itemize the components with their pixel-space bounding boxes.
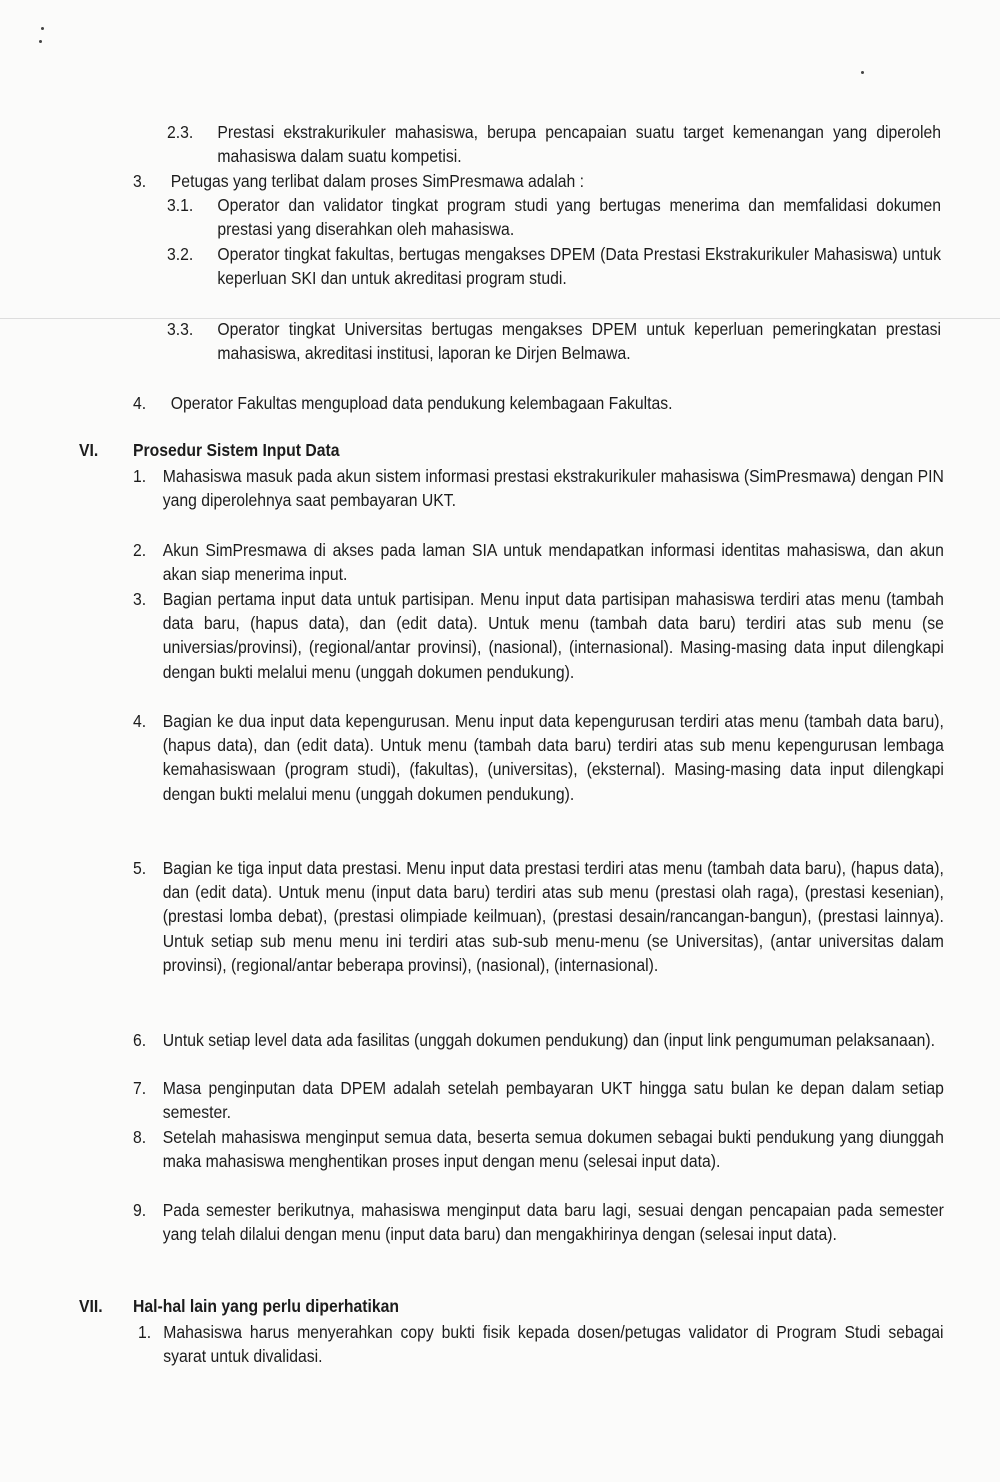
section-title: Hal-hal lain yang perlu diperhatikan (133, 1296, 400, 1316)
list-item (133, 1028, 943, 1078)
item-text: Mahasiswa masuk pada akun sistem informasi prestasi ekstrakurikuler mahasiswa (SimPresmawa) dengan PIN yang diperolehnya saat pembayaran UKT. (162, 466, 944, 511)
scan-speck (39, 40, 42, 43)
list-item (133, 709, 943, 859)
item-text: Setelah mahasiswa menginput semua data, beserta semua dokumen sebagai bukti pendukung yang diunggah maka mahasiswa menghentikan proses input dengan menu (selesai input data). (162, 1127, 944, 1172)
item-number: 3.2. (167, 244, 194, 264)
scan-speck (861, 71, 864, 74)
list-item (133, 391, 943, 417)
list-item (133, 1198, 943, 1273)
item-number: 1. (133, 466, 147, 486)
item-number: 1. (138, 1322, 152, 1342)
item-number: 2.3. (167, 122, 194, 142)
item-text: Petugas yang terlibat dalam proses SimPresmawa adalah : (170, 171, 585, 191)
list-item (133, 856, 943, 1031)
item-number: 4. (133, 393, 147, 413)
list-item (167, 120, 941, 170)
item-text: Prestasi ekstrakurikuler mahasiswa, berupa pencapaian suatu target kemenangan yang diperoleh mahasiswa dalam suatu kompetisi. (217, 122, 941, 167)
list-item (133, 587, 943, 711)
list-item (133, 169, 943, 195)
item-number: 9. (133, 1200, 147, 1220)
item-number: 2. (133, 540, 147, 560)
section-number: VII. (79, 1296, 103, 1316)
item-text: Bagian ke dua input data kepengurusan. Menu input data kepengurusan terdiri atas menu (tambah data baru), (hapus data), dan (edit data). Untuk menu (tambah data baru) terdiri atas sub menu kepengurusan lembaga kemahasiswaan (program studi), (fakultas), (universitas), (eksternal). Masing-masing data input dilengkapi dengan bukti melalui menu (unggah dokumen pendukung). (162, 711, 944, 804)
item-text: Bagian pertama input data untuk partisipan. Menu input data partisipan mahasiswa terdiri atas menu (tambah data baru, (hapus data), dan (edit data). Untuk menu (tambah data baru) terdiri atas sub menu (se universias/provinsi), (regional/antar provinsi), (nasional), (internasional). Masing-masing data input dilengkapi dengan bukti melalui menu (unggah dokumen pendukung). (162, 589, 944, 682)
item-text: Operator tingkat fakultas, bertugas mengakses DPEM (Data Prestasi Ekstrakurikuler Mahasiswa) untuk keperluan SKI dan untuk akreditasi program studi. (217, 244, 941, 289)
item-number: 8. (133, 1127, 147, 1147)
list-item (133, 464, 943, 539)
item-number: 5. (133, 858, 147, 878)
item-text: Pada semester berikutnya, mahasiswa menginput data baru lagi, sesuai dengan pencapaian pada semester yang telah dilalui dengan menu (input data baru) dan mengakhirinya dengan (selesai input data). (162, 1200, 944, 1245)
list-item (167, 193, 941, 243)
item-number: 3. (133, 589, 147, 609)
list-item (133, 1125, 943, 1200)
item-number: 3. (133, 171, 147, 191)
item-number: 3.3. (167, 319, 194, 339)
item-number: 4. (133, 711, 147, 731)
list-item (133, 1076, 943, 1126)
list-item (133, 538, 943, 588)
section-number: VI. (79, 440, 99, 460)
item-text: Operator Fakultas mengupload data pendukung kelembagaan Fakultas. (170, 393, 673, 413)
item-text: Untuk setiap level data ada fasilitas (unggah dokumen pendukung) dan (input link pengumuman pelaksanaan). (162, 1030, 935, 1050)
item-text: Operator tingkat Universitas bertugas mengakses DPEM untuk keperluan pemeringkatan prestasi mahasiswa, akreditasi institusi, laporan ke Dirjen Belmawa. (217, 319, 941, 364)
list-item (167, 317, 941, 392)
item-text: Masa penginputan data DPEM adalah setelah pembayaran UKT hingga satu bulan ke depan dalam setiap semester. (162, 1078, 944, 1123)
list-item (167, 242, 941, 317)
scan-speck (41, 27, 44, 30)
item-number: 3.1. (167, 195, 194, 215)
item-text: Bagian ke tiga input data prestasi. Menu input data prestasi terdiri atas menu (tambah data baru), (hapus data), dan (edit data). Untuk menu (input data baru) terdiri atas sub menu (prestasi olah raga), (prestasi kesenian), (prestasi lomba debat), (prestasi olimpiade keilmuan), (prestasi desain/rancangan-bangun), (prestasi lainnya). Untuk setiap sub menu menu ini terdiri atas sub-sub menu-menu (se Universitas), (antar universitas dalam provinsi), (regional/antar beberapa provinsi), (nasional), (internasional). (162, 858, 944, 975)
item-text: Akun SimPresmawa di akses pada laman SIA untuk mendapatkan informasi identitas mahasiswa, dan akun akan siap menerima input. (162, 540, 944, 585)
list-item (138, 1320, 944, 1370)
item-text: Mahasiswa harus menyerahkan copy bukti fisik kepada dosen/petugas validator di Program Studi sebagai syarat untuk divalidasi. (163, 1322, 944, 1367)
section-title: Prosedur Sistem Input Data (133, 440, 340, 460)
item-text: Operator dan validator tingkat program studi yang bertugas menerima dan memfalidasi dokumen prestasi yang diserahkan oleh mahasiswa. (217, 195, 941, 240)
item-number: 7. (133, 1078, 147, 1098)
item-number: 6. (133, 1030, 147, 1050)
